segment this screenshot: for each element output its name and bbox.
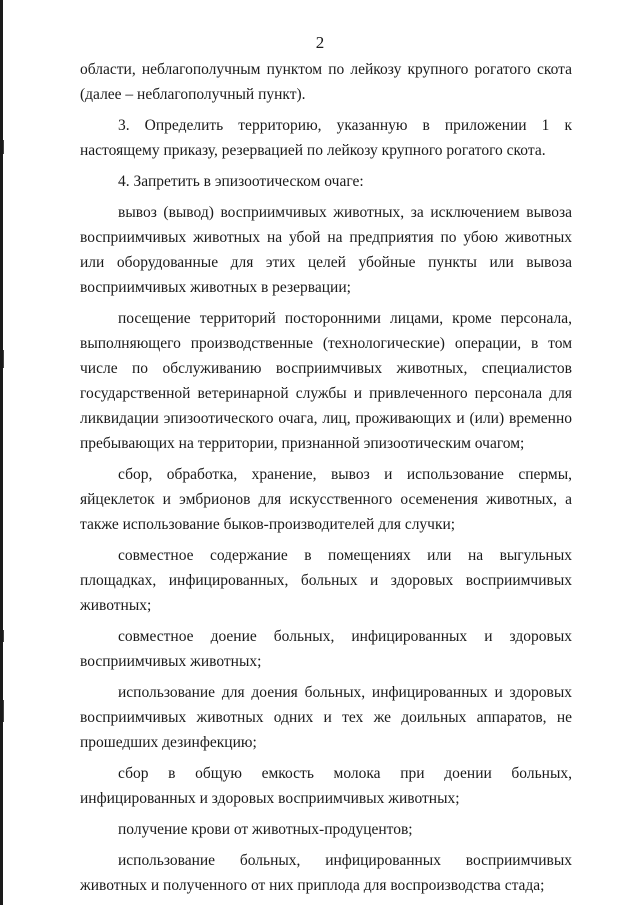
document-body [80, 57, 572, 904]
paragraph: 4. Запретить в эпизоотическом очаге: [118, 173, 364, 190]
margin-mark [3, 140, 4, 154]
paragraph: использование больных, инфицированных восприимчивых животных и полученного от них приплода для воспроизводства стада; [80, 852, 572, 894]
paragraph: посещение территорий посторонними лицами, кроме персонала, выполняющего производственные (технологические) операции, в том числе по обслуживанию восприимчивых животных, специалистов государственной ветеринарной службы и привлеченного персонала для ликвидации эпизоотического очага, лиц, проживающих и (или) временно пребывающих на территории, признанной эпизоотическим очагом; [80, 310, 572, 452]
paragraph: получение крови от животных-продуцентов; [118, 821, 413, 838]
paragraph: совместное доение больных, инфицированных и здоровых восприимчивых животных; [80, 628, 572, 670]
margin-mark [3, 700, 4, 722]
margin-mark [3, 350, 4, 368]
paragraph: сбор, обработка, хранение, вывоз и использование спермы, яйцеклеток и эмбрионов для искусственного осеменения животных, а также использование быков-производителей для случки; [80, 466, 572, 533]
paragraph: области, неблагополучным пунктом по лейкозу крупного рогатого скота (далее – неблагополучный пункт). [80, 61, 572, 103]
paragraph: совместное содержание в помещениях или на выгульных площадках, инфицированных, больных и здоровых восприимчивых животных; [80, 547, 572, 614]
paragraph: вывоз (вывод) восприимчивых животных, за исключением вывоза восприимчивых животных на убой на предприятия по убою животных или оборудованные для этих целей убойные пункты или вывоза восприимчивых животных в резервации; [80, 204, 572, 296]
paragraph: 3. Определить территорию, указанную в приложении 1 к настоящему приказу, резервацией по лейкозу крупного рогатого скота. [80, 117, 572, 159]
scan-edge [0, 0, 3, 905]
margin-mark [3, 630, 4, 642]
paragraph: использование для доения больных, инфицированных и здоровых восприимчивых животных одних и тех же доильных аппаратов, не прошедших дезинфекцию; [80, 684, 572, 751]
page-number: 2 [315, 33, 325, 52]
paragraph: сбор в общую емкость молока при доении больных, инфицированных и здоровых восприимчивых животных; [80, 765, 572, 807]
